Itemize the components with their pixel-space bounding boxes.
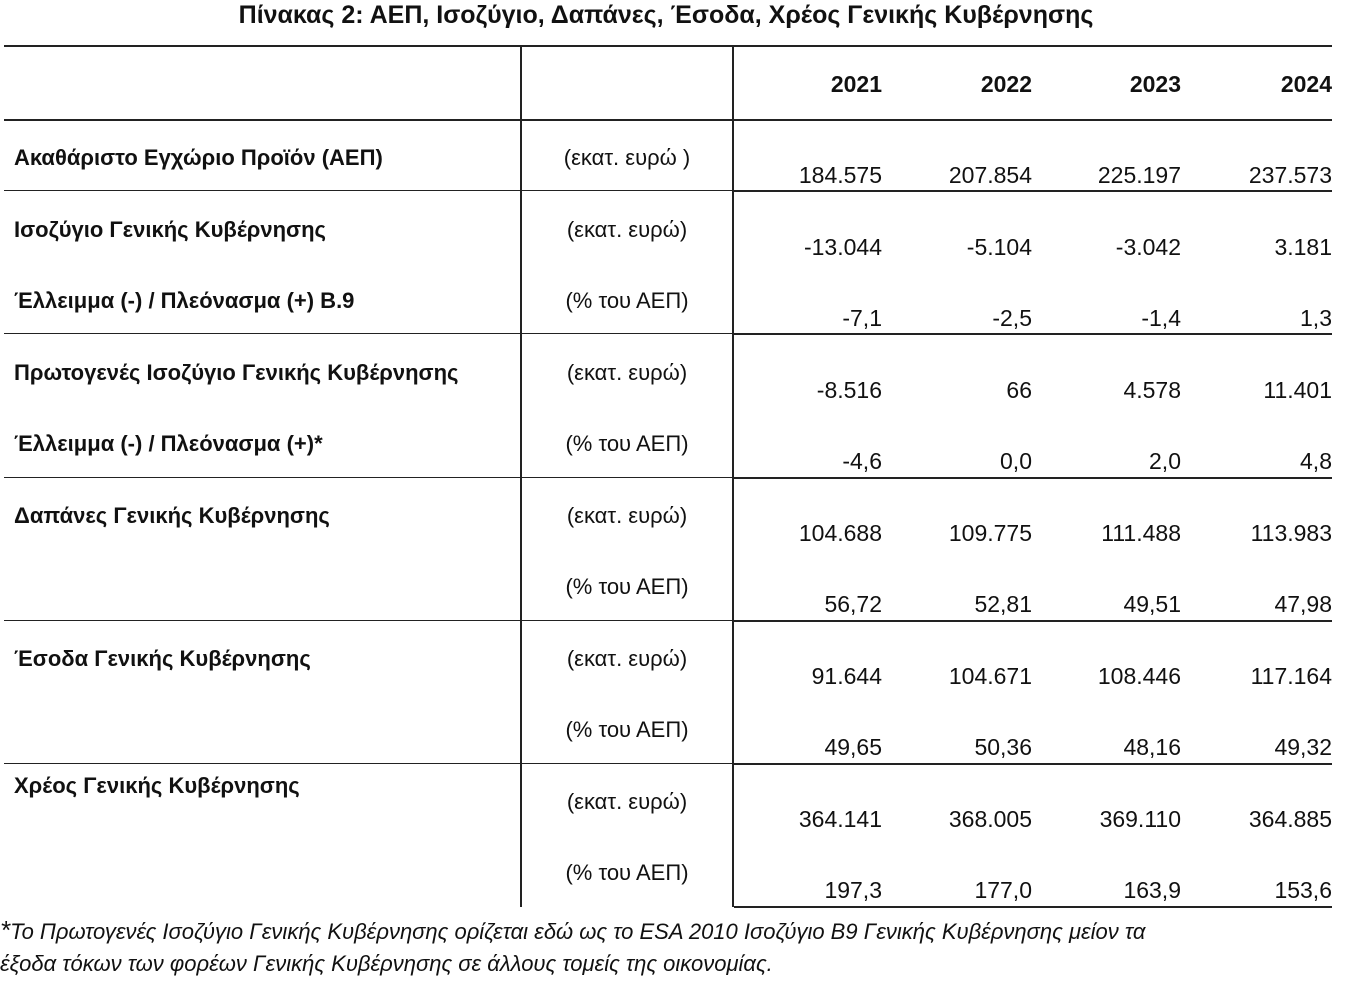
table-bottom-rule xyxy=(734,906,1332,908)
table-cell: 50,36 xyxy=(974,734,1032,760)
table-cell: 364.141 xyxy=(798,806,882,832)
footnote xyxy=(0,914,1360,980)
row-divider xyxy=(734,190,1332,192)
table-title: Πίνακας 2: ΑΕΠ, Ισοζύγιο, Δαπάνες, Έσοδα, Χρέος Γενικής Κυβέρνησης xyxy=(238,1,1094,29)
row-divider xyxy=(4,620,733,621)
year-header: 2023 xyxy=(1129,71,1181,97)
table-cell: 108.446 xyxy=(1097,663,1181,689)
table-cell: 52,81 xyxy=(974,591,1032,617)
table-cell: 163,9 xyxy=(1123,877,1181,903)
row-divider xyxy=(4,477,733,478)
footnote-line-2: έξοδα τόκων των φορέων Γενικής Κυβέρνησης σε άλλους τομείς της οικονομίας. xyxy=(0,951,773,976)
table-cell: 1,3 xyxy=(1300,305,1332,331)
row-divider xyxy=(4,190,733,191)
table-cell: 237.573 xyxy=(1248,162,1332,188)
table-cell: 104.688 xyxy=(798,520,882,546)
table-cell: -1,4 xyxy=(1141,305,1181,331)
table-cell: 48,16 xyxy=(1123,734,1181,760)
table-cell: 368.005 xyxy=(948,806,1032,832)
row-label: Έλλειμμα (-) / Πλεόνασμα (+) Β.9 xyxy=(14,288,355,313)
row-unit: (εκατ. ευρώ) xyxy=(566,217,688,242)
row-unit: (% του ΑΕΠ) xyxy=(565,860,689,885)
table-cell: 225.197 xyxy=(1097,162,1181,188)
table-cell: 109.775 xyxy=(948,520,1032,546)
row-unit: (εκατ. ευρώ) xyxy=(566,503,688,528)
table-cell: 11.401 xyxy=(1263,377,1332,403)
header-bottom-rule xyxy=(4,119,1332,121)
row-unit: (% του ΑΕΠ) xyxy=(565,288,689,313)
table-cell: 49,32 xyxy=(1274,734,1332,760)
table-cell: 2,0 xyxy=(1149,448,1181,474)
year-header: 2021 xyxy=(830,71,882,97)
row-unit: (% του ΑΕΠ) xyxy=(565,717,689,742)
row-unit: (εκατ. ευρώ ) xyxy=(563,145,691,170)
table-cell: 91.644 xyxy=(811,663,882,689)
row-divider xyxy=(4,763,733,764)
table-cell: 49,65 xyxy=(824,734,882,760)
row-divider xyxy=(734,477,1332,479)
row-label: Ισοζύγιο Γενικής Κυβέρνησης xyxy=(14,217,326,242)
table-cell: 104.671 xyxy=(948,663,1032,689)
table-cell: 184.575 xyxy=(798,162,882,188)
table-cell: 207.854 xyxy=(948,162,1032,188)
table-cell: -7,1 xyxy=(842,305,882,331)
row-divider xyxy=(4,333,733,334)
table-cell: 369.110 xyxy=(1099,806,1181,832)
table-cell: 113.983 xyxy=(1250,520,1332,546)
table-cell: 111.488 xyxy=(1101,520,1181,546)
table-top-rule xyxy=(4,45,1332,47)
row-label: Χρέος Γενικής Κυβέρνησης xyxy=(14,773,300,798)
row-unit: (% του ΑΕΠ) xyxy=(565,431,689,456)
row-label: Έλλειμμα (-) / Πλεόνασμα (+)* xyxy=(14,431,323,456)
table-cell: 47,98 xyxy=(1274,591,1332,617)
row-label: Δαπάνες Γενικής Κυβέρνησης xyxy=(14,503,330,528)
table-cell: 4,8 xyxy=(1300,448,1332,474)
footnote-marker: * xyxy=(0,915,11,945)
table-cell: -13.044 xyxy=(803,234,882,260)
table-cell: -2,5 xyxy=(992,305,1032,331)
table-cell: -3.042 xyxy=(1115,234,1181,260)
row-unit: (εκατ. ευρώ) xyxy=(566,789,688,814)
table-cell: 177,0 xyxy=(974,877,1032,903)
row-unit: (εκατ. ευρώ) xyxy=(566,360,688,385)
row-unit: (% του ΑΕΠ) xyxy=(565,574,689,599)
year-header: 2024 xyxy=(1280,71,1332,97)
row-divider xyxy=(734,763,1332,765)
table-cell: 153,6 xyxy=(1274,877,1332,903)
row-label: Ακαθάριστο Εγχώριο Προϊόν (ΑΕΠ) xyxy=(14,145,383,170)
row-label: Πρωτογενές Ισοζύγιο Γενικής Κυβέρνησης xyxy=(14,360,459,385)
footnote-text-1: Το Πρωτογενές Ισοζύγιο Γενικής Κυβέρνησης ορίζεται εδώ ως το ESA 2010 Ισοζύγιο Β9 Γενικής Κυβέρνησης μείον τα xyxy=(10,919,1146,944)
row-divider xyxy=(734,333,1332,335)
table-cell: 49,51 xyxy=(1123,591,1181,617)
footnote-line-1 xyxy=(0,914,1360,948)
table-cell: 56,72 xyxy=(824,591,882,617)
table-cell: 117.164 xyxy=(1250,663,1332,689)
table-cell: 197,3 xyxy=(824,877,882,903)
year-header: 2022 xyxy=(980,71,1032,97)
table-cell: 3.181 xyxy=(1274,234,1332,260)
table-cell: 364.885 xyxy=(1248,806,1332,832)
table-cell: -5.104 xyxy=(966,234,1032,260)
table-cell: 66 xyxy=(1006,377,1032,403)
row-label: Έσοδα Γενικής Κυβέρνησης xyxy=(14,646,311,671)
table-cell: -4,6 xyxy=(842,448,882,474)
table-cell: 0,0 xyxy=(1000,448,1032,474)
row-divider xyxy=(734,620,1332,622)
table-cell: 4.578 xyxy=(1123,377,1181,403)
row-unit: (εκατ. ευρώ) xyxy=(566,646,688,671)
column-divider xyxy=(520,45,522,907)
table-cell: -8.516 xyxy=(816,377,882,403)
